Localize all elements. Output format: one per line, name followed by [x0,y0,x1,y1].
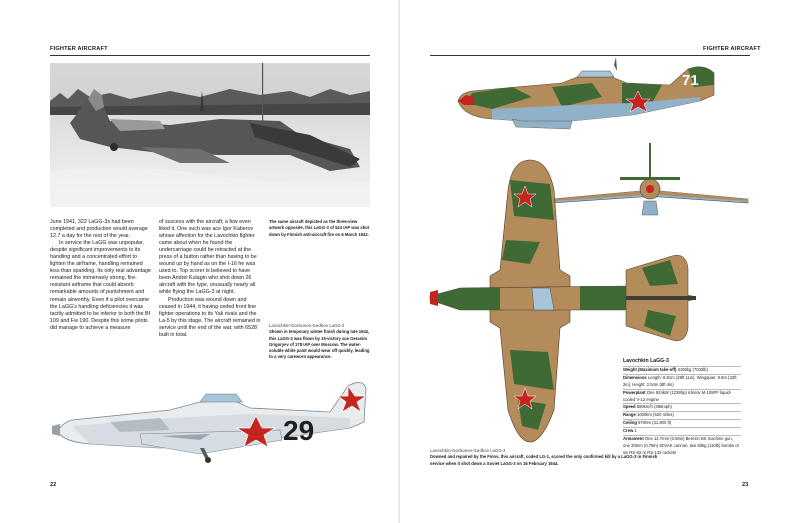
body-text-col1 [50,219,153,332]
spec-row [623,366,741,374]
spec-key: Dimensions [623,374,647,380]
paragraph: June 1941, 322 LaGG-3s had been completed and production would average 12.7 a day for the rest of the year. [50,219,148,240]
spec-value: 1 [634,428,637,434]
spec-value: 3190kg (7033lb) [677,366,708,372]
paragraph: Production was wound down and ceased in 1944, it having ceded front line fighter operations to its Yak rivals and the La-5 by this stage. The aircraft remained in service until the end of the war, with 6528 built in total. [159,296,261,338]
spec-key: Weight (Maximum take-off) [623,366,677,372]
specs-table [623,366,741,457]
spec-value: 9700m (31,800 ft) [638,420,672,426]
tail-number: 71 [682,72,699,89]
header-rule [430,55,750,56]
body-text-col2 [159,219,263,339]
paragraph: In service the LaGG was unpopular, despite significant improvements to its handling and a concentrated effort to lighten the airframe, handling remained less than sparkling. Its only real advantage remained the immensely strong, fire-resistant airframe that could absorb remarkable amounts of punishment and remain airworthy. Even if a pilot overcame the LaGG's handling deficiencies it was tacitly admitted to be inferior to both the Bf 109 and Fw 190. Despite this some pilots did manage to achieve a measure [50,240,151,331]
specifications-box [623,358,741,457]
caption-text: The same aircraft depicted as the three-view artwork opposite, this LaGG-3 of 524 IAP was shot down by Finnish anti-aircraft fire on 6 March 1942. [269,219,370,237]
running-head: FIGHTER AIRCRAFT [50,46,108,52]
spec-row [623,419,741,427]
header-rule [50,55,370,56]
spec-row [623,374,741,389]
spec-row [623,403,741,411]
photo-caption [269,219,371,238]
side-profile [452,63,718,135]
spec-row [623,389,741,404]
spec-value: Length: 8.81m (28ft 11in), Wingspan: 9.8m (32ft 2in), Height: 2.54m (8ft 4in) [623,374,737,387]
spec-value: 1000km (620 miles) [636,412,674,418]
spec-value: One 924kW (1239hp) Klimov M-105PF liquid-cooled V-12 engine [623,389,732,402]
aircraft-number: 29 [283,415,315,446]
spec-key: Range [623,412,636,418]
caption-title: Lavochkin-Gorbunov-Gudkov LaGG-3 [430,448,506,453]
spec-key: Crew [623,428,634,434]
spec-row [623,435,741,457]
spec-row [623,427,741,435]
page-number: 23 [742,482,749,488]
running-head: FIGHTER AIRCRAFT [703,46,761,52]
winter-caption [269,323,371,361]
caption-text: Downed and repaired by the Finns, this aircraft, coded LG-1, scored the only confirmed kill by a LaGG-3 in Finnish service when it shot down a Soviet LaGG-3 on 16 February 1944. [430,454,658,466]
page-number: 22 [50,482,57,488]
spec-key: Ceiling [623,420,637,426]
wreck-photo [50,63,370,207]
spec-row [623,411,741,419]
spec-key: Armament [623,436,644,442]
spec-key: Speed [623,404,636,410]
caption-text: Shown in temporary winter finish during late 1942, this LaGG-3 was flown by 15-victory ace Gerasim Grigoryev of 178 IAP over Moscow. The water-soluble white paint would wear off quickly, leading to a very careworn appearance. [269,329,370,360]
spec-key: Powerplant [623,389,646,395]
spec-value: 589km/h (366mph) [636,404,672,410]
spec-value: One 12.7mm (0.50in) Berezin BS machine gun, one 20mm (0.79in) ShVAK cannon, two 50kg (110lb) bombs or six RS-82 or RS-132 rockets [623,436,739,455]
paragraph: of success with the aircraft; a few even liked it. One such was ace Igor Kaberov whose affection for the Lavochkin fighter came about when he found the undercarriage could be retracted at the press of a button rather than having to be wound up by hand as on the I-16 he was used to. Top scorer is believed to have been Andrei Kulagin who shot down 26 aircraft with the type, unusually nearly all while flying the LaGG-3 at night. [159,219,257,296]
caption-title: Lavochkin-Gorbunov-Gudkov LaGG-3 [269,323,345,328]
specs-title: Lavochkin LaGG-3 [623,358,669,364]
winter-aircraft-profile [50,374,370,464]
